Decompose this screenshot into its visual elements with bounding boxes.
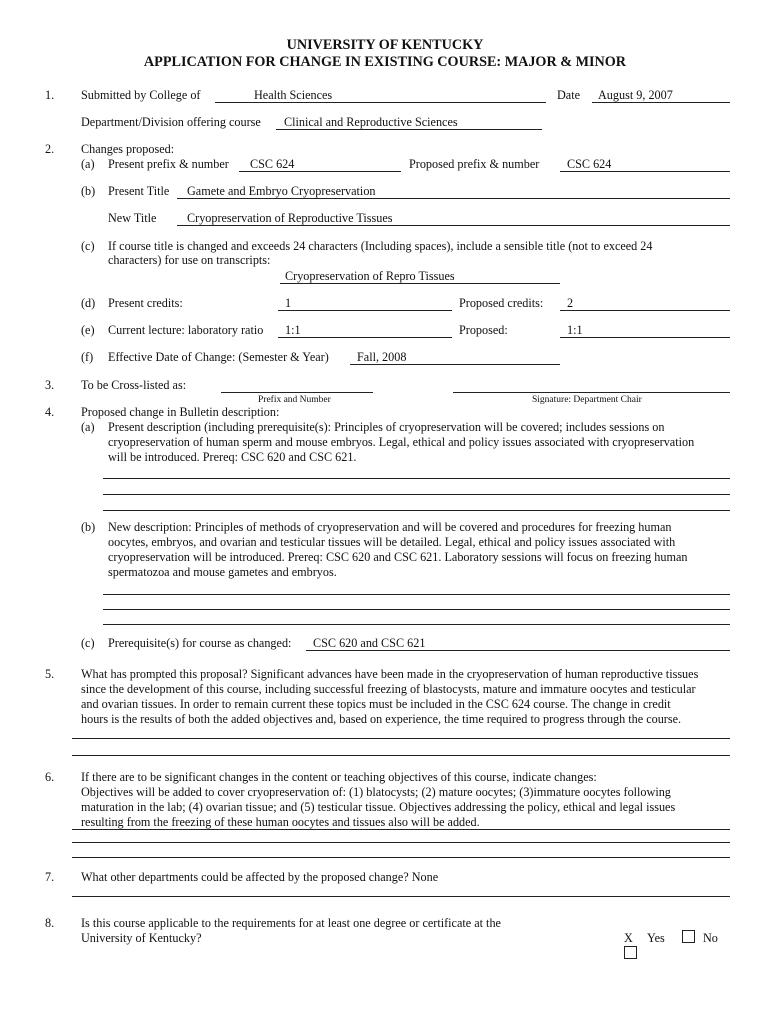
present-prefix-label: Present prefix & number — [108, 157, 229, 171]
q8-line-2: University of Kentucky? — [81, 931, 202, 945]
lecture-ratio-field[interactable]: 1:1 — [285, 323, 301, 337]
q6-line-3: maturation in the lab; (4) ovarian tissue; and (5) testicular tissue. Objectives addressing the policy, ethical and legal issues — [81, 800, 676, 814]
q4-number: 4. — [45, 405, 55, 419]
q2b-letter: (b) — [81, 184, 96, 198]
present-description-line-1: Present description (including prerequisite(s): Principles of cryopreservation will be covered; includes sessions on — [108, 420, 665, 434]
answer-line — [103, 494, 730, 495]
q4-label: Proposed change in Bulletin description: — [81, 405, 280, 419]
present-prefix-line — [239, 171, 401, 172]
lecture-ratio-label: Current lecture: laboratory ratio — [108, 323, 264, 337]
answer-line — [103, 624, 730, 625]
dept-line — [276, 129, 542, 130]
proposed-prefix-field[interactable]: CSC 624 — [567, 157, 612, 171]
answer-line — [72, 896, 730, 897]
dept-label: Department/Division offering course — [81, 115, 261, 129]
answer-line — [72, 842, 730, 843]
q2c-text-1: If course title is changed and exceeds 24 characters (Including spaces), include a sensible title (not to exceed 24 — [108, 239, 653, 253]
college-field[interactable]: Health Sciences — [254, 88, 333, 102]
q1-number: 1. — [45, 88, 55, 102]
q6-line-2: Objectives will be added to cover cryopreservation of: (1) blatocysts; (2) mature oocytes; (3)immature oocytes following — [81, 785, 671, 799]
date-label: Date — [557, 88, 581, 102]
answer-line — [103, 510, 730, 511]
date-field[interactable]: August 9, 2007 — [598, 88, 673, 102]
new-description-line-4: spermatozoa and mouse gametes and embryos. — [108, 565, 337, 579]
proposed-ratio-line — [560, 337, 730, 338]
prerequisite-label: Prerequisite(s) for course as changed: — [108, 636, 292, 650]
q7-text: What other departments could be affected by the proposed change? None — [81, 870, 439, 884]
proposed-credits-line — [560, 310, 730, 311]
answer-line — [103, 609, 730, 610]
university-title: UNIVERSITY OF KENTUCKY — [286, 37, 484, 53]
new-description-line-3: cryopreservation will be introduced. Prereq: CSC 620 and CSC 621. Laboratory sessions will focus on freezing human — [108, 550, 688, 564]
proposed-prefix-line — [560, 171, 730, 172]
answer-line — [72, 738, 730, 739]
present-credits-field[interactable]: 1 — [285, 296, 292, 310]
q5-line-2: since the development of this course, including successful freezing of blastocysts, mature and immature oocytes and testicular — [81, 682, 696, 696]
date-line — [592, 102, 730, 103]
q4b-letter: (b) — [81, 520, 96, 534]
q7-number: 7. — [45, 870, 55, 884]
answer-line — [103, 594, 730, 595]
no-label: No — [703, 931, 718, 945]
yes-label: Yes — [647, 931, 665, 945]
lecture-ratio-line — [278, 337, 452, 338]
new-title-field[interactable]: Cryopreservation of Reproductive Tissues — [187, 211, 393, 225]
proposed-ratio-label: Proposed: — [459, 323, 508, 337]
present-title-line — [177, 198, 730, 199]
q4c-letter: (c) — [81, 636, 95, 650]
new-description-line-1: New description: Principles of methods of cryopreservation and will be covered and procedures for freezing human — [108, 520, 672, 534]
answer-line — [103, 478, 730, 479]
q4a-letter: (a) — [81, 420, 95, 434]
prerequisite-line — [306, 650, 730, 651]
prefix-number-caption: Prefix and Number — [258, 395, 331, 405]
present-credits-line — [278, 310, 452, 311]
q3-number: 3. — [45, 378, 55, 392]
q2c-text-2: characters) for use on transcripts: — [108, 253, 271, 267]
present-description-line-2: cryopreservation of human sperm and mouse embryos. Legal, ethical and policy issues associated with cryopreservation — [108, 435, 695, 449]
present-credits-label: Present credits: — [108, 296, 183, 310]
q2e-letter: (e) — [81, 323, 95, 337]
transcript-title-field[interactable]: Cryopreservation of Repro Tissues — [285, 269, 455, 283]
q2c-letter: (c) — [81, 239, 95, 253]
present-title-label: Present Title — [108, 184, 170, 198]
q5-number: 5. — [45, 667, 55, 681]
effective-date-label: Effective Date of Change: (Semester & Year) — [108, 350, 329, 364]
proposed-prefix-label: Proposed prefix & number — [409, 157, 540, 171]
answer-line — [72, 829, 730, 830]
q1-college-label: Submitted by College of — [81, 88, 201, 102]
answer-line — [72, 755, 730, 756]
prerequisite-field[interactable]: CSC 620 and CSC 621 — [313, 636, 426, 650]
yes-checkbox[interactable] — [624, 946, 637, 959]
no-checkbox[interactable] — [682, 930, 695, 943]
q2f-letter: (f) — [81, 350, 94, 364]
q8-line-1: Is this course applicable to the requirements for at least one degree or certificate at the — [81, 916, 501, 930]
q2d-letter: (d) — [81, 296, 96, 310]
q2-label: Changes proposed: — [81, 142, 175, 156]
form-title: APPLICATION FOR CHANGE IN EXISTING COURSE: MAJOR & MINOR — [143, 54, 627, 70]
dept-field[interactable]: Clinical and Reproductive Sciences — [284, 115, 458, 129]
cross-listed-label: To be Cross-listed as: — [81, 378, 187, 392]
q2-number: 2. — [45, 142, 55, 156]
q5-line-4: hours is the results of both the added objectives and, based on experience, the time required to progress through the course. — [81, 712, 682, 726]
signature-caption: Signature: Department Chair — [532, 395, 642, 405]
q8-number: 8. — [45, 916, 55, 930]
yes-checkbox-mark[interactable]: X — [624, 931, 633, 945]
effective-date-line — [350, 364, 560, 365]
q2a-letter: (a) — [81, 157, 95, 171]
q5-line-1: What has prompted this proposal? Significant advances have been made in the cryopreservation of human reproductive tissues — [81, 667, 699, 681]
q6-number: 6. — [45, 770, 55, 784]
present-prefix-field[interactable]: CSC 624 — [250, 157, 295, 171]
new-description-line-2: oocytes, embryos, and ovarian and testicular tissues will be detailed. Legal, ethical and policy issues associated with — [108, 535, 676, 549]
q5-line-3: and ovarian tissues. In order to remain current these topics must be included in the CSC 624 course. The change in credit — [81, 697, 671, 711]
new-title-label: New Title — [108, 211, 157, 225]
transcript-title-line — [280, 283, 560, 284]
effective-date-field[interactable]: Fall, 2008 — [357, 350, 407, 364]
q6-line-1: If there are to be significant changes in the content or teaching objectives of this course, indicate changes: — [81, 770, 597, 784]
college-line — [215, 102, 546, 103]
proposed-credits-field[interactable]: 2 — [567, 296, 574, 310]
proposed-ratio-field[interactable]: 1:1 — [567, 323, 583, 337]
new-title-line — [177, 225, 730, 226]
answer-line — [72, 857, 730, 858]
present-description-line-3: will be introduced. Prereq: CSC 620 and CSC 621. — [108, 450, 357, 464]
present-title-field[interactable]: Gamete and Embryo Cryopreservation — [187, 184, 376, 198]
q6-line-4: resulting from the freezing of these human oocytes and tissues also will be added. — [81, 815, 480, 829]
proposed-credits-label: Proposed credits: — [459, 296, 544, 310]
